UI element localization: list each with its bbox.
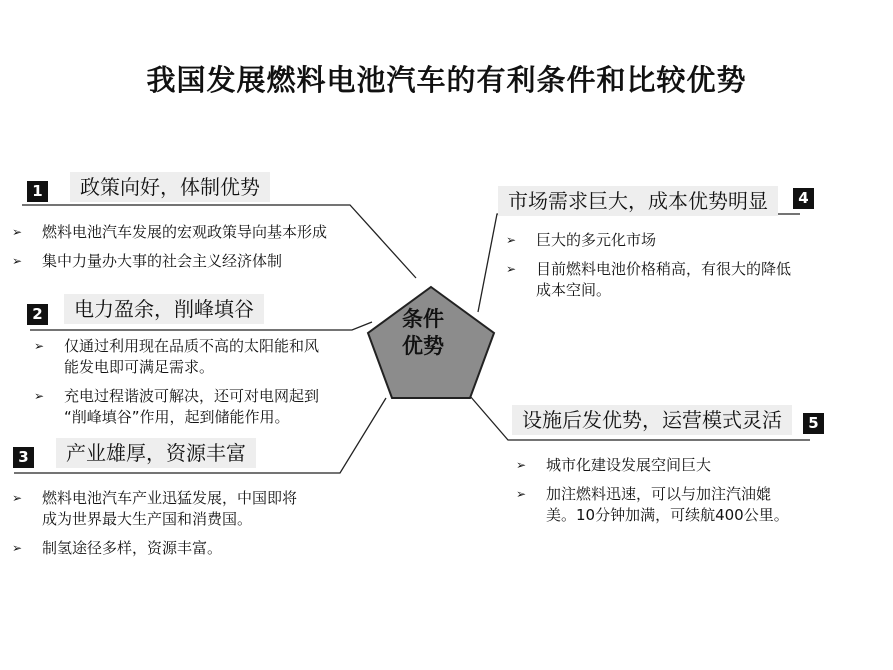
section-3-number: 3 [13,447,34,468]
section-3-list [8,488,378,567]
center-label [388,306,458,360]
section-2-number: 2 [27,304,48,325]
item-text-line2: “削峰填谷”作用，起到储能作用。 [64,408,290,426]
item-text: 制氢途径多样，资源丰富。 [42,539,223,557]
section-4-number: 4 [793,188,814,209]
center-label-line2: 优势 [402,334,444,358]
item-text-line1: 燃料电池汽车产业迅猛发展，中国即将 [42,489,298,507]
item-text: 集中力量办大事的社会主义经济体制 [42,252,283,270]
bullet-arrow-icon: ➢ [12,541,23,555]
list-item [512,455,872,476]
section-3-heading: 产业雄厚，资源丰富 [56,438,256,468]
bullet-arrow-icon: ➢ [516,458,527,472]
item-text-line1: 充电过程谐波可解决，还可对电网起到 [64,387,320,405]
page-title: 我国发展燃料电池汽车的有利条件和比较优势 [146,63,747,97]
section-2-heading: 电力盈余，削峰填谷 [64,294,264,324]
section-1-list [8,222,388,280]
item-text-line1: 加注燃料迅速，可以与加注汽油媲 [546,485,772,503]
list-item [512,484,872,526]
bullet-arrow-icon: ➢ [12,491,23,505]
list-item [30,336,370,378]
section-1-heading: 政策向好，体制优势 [70,172,270,202]
list-item [8,251,388,272]
center-label-line1: 条件 [402,307,444,331]
section-5-heading: 设施后发优势，运营模式灵活 [512,405,792,435]
item-text-line1: 目前燃料电池价格稍高，有很大的降低 [536,260,792,278]
list-item [8,538,378,559]
item-text-line2: 成为世界最大生产国和消费国。 [42,510,253,528]
bullet-arrow-icon: ➢ [34,389,45,403]
list-item [502,259,862,301]
section-5-list [512,455,872,534]
bullet-arrow-icon: ➢ [12,254,23,268]
item-text: 城市化建设发展空间巨大 [546,456,712,474]
section-5-number: 5 [803,413,824,434]
section-2-list [30,336,370,436]
item-text-line2: 美。10分钟加满，可续航400公里。 [546,506,789,524]
bullet-arrow-icon: ➢ [516,487,527,501]
list-item [30,386,370,428]
list-item [502,230,862,251]
item-text-line1: 仅通过利用现在品质不高的太阳能和风 [64,337,320,355]
bullet-arrow-icon: ➢ [12,225,23,239]
bullet-arrow-icon: ➢ [34,339,45,353]
item-text-line2: 能发电即可满足需求。 [64,358,215,376]
section-1-number: 1 [27,181,48,202]
section-4-heading: 市场需求巨大，成本优势明显 [498,186,778,216]
section-4-list [502,230,862,309]
item-text: 巨大的多元化市场 [536,231,657,249]
bullet-arrow-icon: ➢ [506,262,517,276]
item-text: 燃料电池汽车发展的宏观政策导向基本形成 [42,223,328,241]
item-text-line2: 成本空间。 [536,281,612,299]
list-item [8,488,378,530]
bullet-arrow-icon: ➢ [506,233,517,247]
list-item [8,222,388,243]
